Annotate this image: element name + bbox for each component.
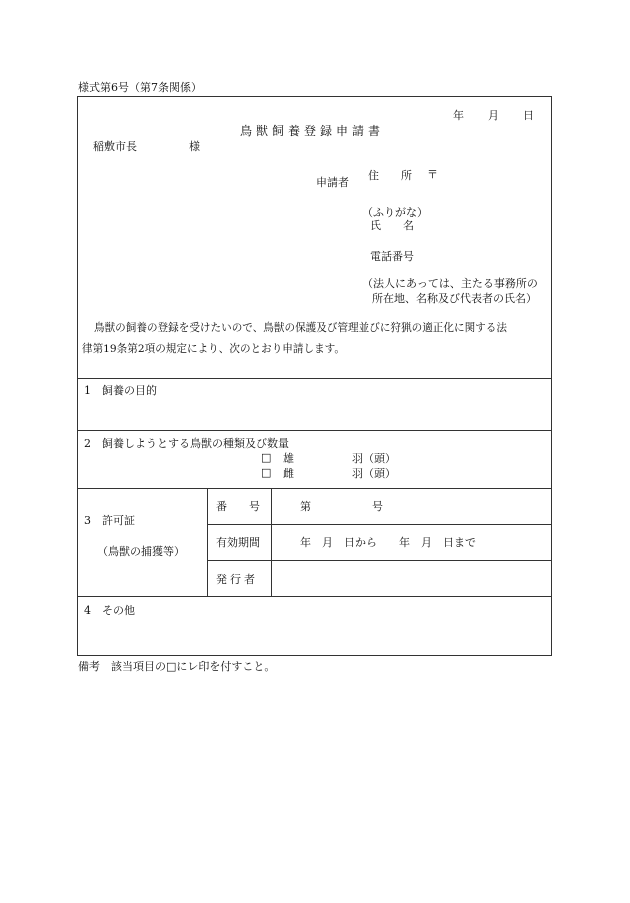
statement-line2: 律第19条第2項の規定により、次のとおり申請します。 [82, 343, 346, 355]
permit-grid-row-rule-1 [207, 524, 552, 525]
section1-purpose-label: 1 飼養の目的 [84, 384, 157, 397]
validity-label: 有効期間 [216, 536, 260, 549]
address-label: 住 所 [368, 169, 412, 182]
other-entry-area[interactable] [84, 620, 544, 652]
permit-number-label: 番 号 [216, 500, 260, 513]
postal-mark: 〒 [427, 168, 438, 181]
date-day-label: 日 [523, 109, 534, 122]
phone-label: 電話番号 [370, 250, 414, 263]
addressee-name: 稲敷市長 [93, 140, 137, 153]
male-unit: 羽（頭） [352, 452, 396, 465]
furigana-label: （ふりがな） [362, 206, 428, 219]
divider-section1 [77, 378, 552, 379]
female-unit: 羽（頭） [352, 467, 396, 480]
female-label: 雌 [283, 467, 294, 480]
date-year-label: 年 [453, 109, 464, 122]
male-label: 雄 [283, 452, 294, 465]
corp-note-line2: 所在地、名称及び代表者の氏名） [372, 292, 537, 305]
addressee-honorific: 様 [189, 140, 200, 153]
permit-grid-row-rule-2 [207, 560, 552, 561]
permit-grid-mid-rule [271, 488, 272, 596]
section3-permit-label: 3 許可証 [84, 514, 135, 527]
statement-line1: 鳥獣の飼養の登録を受けたいので、鳥獣の保護及び管理並びに狩猟の適正化に関する法 [94, 322, 507, 334]
section4-other-label: 4 その他 [84, 604, 135, 617]
permit-grid-left-rule [207, 488, 208, 596]
permit-number-prefix: 第 [300, 500, 311, 513]
name-label: 氏 名 [370, 219, 414, 232]
female-checkbox[interactable]: □ [261, 466, 272, 479]
remark-note: 備考 該当項目の□にレ印を付すこと。 [78, 660, 276, 673]
male-checkbox[interactable]: □ [261, 451, 272, 464]
purpose-entry-area[interactable] [84, 400, 544, 426]
validity-value: 年 月 日から 年 月 日まで [300, 536, 476, 549]
applicant-label: 申請者 [316, 176, 349, 189]
permit-number-suffix: 号 [372, 500, 383, 513]
issuer-label: 発行者 [216, 573, 258, 586]
issuer-entry-area[interactable] [274, 563, 548, 593]
form-number-label: 様式第6号（第7条関係） [78, 81, 202, 94]
section2-species-label: 2 飼養しようとする鳥獣の種類及び数量 [84, 437, 289, 450]
section3-permit-sublabel: （鳥獣の捕獲等） [97, 545, 185, 558]
divider-section4 [77, 596, 552, 597]
divider-section3 [77, 488, 552, 489]
corp-note-line1: （法人にあっては、主たる事務所の [362, 277, 538, 290]
date-month-label: 月 [488, 109, 499, 122]
form-title: 鳥獣飼養登録申請書 [240, 124, 385, 138]
divider-section2 [77, 430, 552, 431]
